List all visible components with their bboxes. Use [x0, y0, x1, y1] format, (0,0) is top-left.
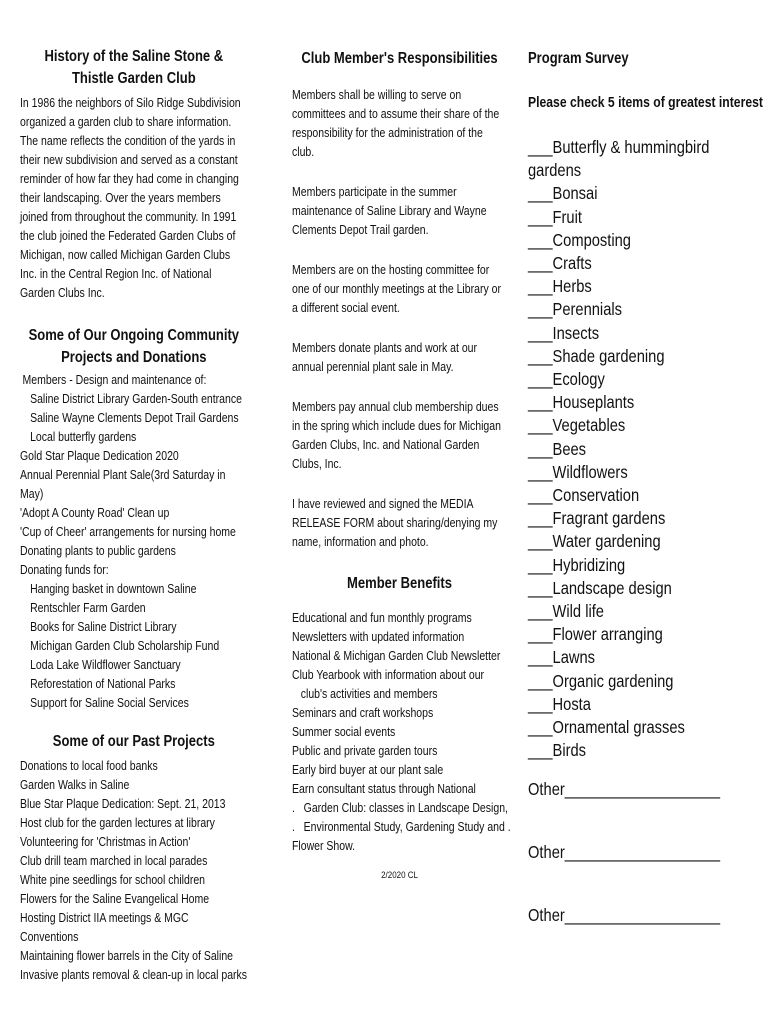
ongoing-item: 'Adopt A County Road' Clean up — [20, 506, 170, 520]
survey-option[interactable]: ___Composting — [528, 229, 631, 250]
responsibility-paragraph: Members are on the hosting committee for one of our monthly meetings at the Library or a different social event. — [292, 263, 501, 315]
ongoing-item: Local butterfly gardens — [30, 430, 137, 444]
survey-option[interactable]: ___Lawns — [528, 647, 596, 668]
past-project-item: Volunteering for 'Christmas in Action' — [20, 835, 191, 849]
survey-option[interactable]: ___Hosta — [528, 693, 591, 714]
ongoing-item: Michigan Garden Club Scholarship Fund — [30, 639, 220, 653]
benefits-title: Member Benefits — [347, 575, 452, 592]
survey-option[interactable]: ___Fruit — [528, 206, 582, 227]
survey-instruction: Please check 5 items of greatest interest — [528, 95, 763, 111]
survey-option[interactable]: ___Ecology — [528, 369, 605, 390]
past-list — [20, 757, 248, 985]
ongoing-item: Saline Wayne Clements Depot Trail Gardens — [30, 411, 239, 425]
survey-option[interactable]: ___Insects — [528, 322, 600, 343]
survey-option[interactable]: ___Landscape design — [528, 577, 672, 598]
date-note: 2/2020 CL — [381, 870, 418, 881]
responsibilities-title: Club Member's Responsibilities — [301, 50, 498, 67]
survey-title: Program Survey — [528, 50, 629, 67]
column-survey — [528, 48, 764, 967]
past-project-item: Club drill team marched in local parades — [20, 854, 208, 868]
benefit-item: . Garden Club: classes in Landscape Design, — [292, 801, 508, 815]
survey-option[interactable]: ___Butterfly & hummingbird gardens — [528, 137, 710, 181]
history-title: History of the Saline Stone & Thistle Garden Club — [44, 48, 224, 87]
survey-option[interactable]: ___Houseplants — [528, 392, 635, 413]
responsibility-paragraph: Members donate plants and work at our annual perennial plant sale in May. — [292, 341, 478, 374]
past-project-item: Garden Walks in Saline — [20, 778, 130, 792]
responsibility-paragraph: Members shall be willing to serve on committees and to assume their share of the responsibility for the administration of the club. — [292, 88, 500, 159]
benefit-item: Earn consultant status through National — [292, 782, 476, 796]
past-project-item: Blue Star Plaque Dedication: Sept. 21, 2013 — [20, 797, 226, 811]
survey-option[interactable]: ___Wild life — [528, 601, 604, 622]
ongoing-item: Hanging basket in downtown Saline — [30, 582, 197, 596]
ongoing-item: Donating funds for: — [20, 563, 109, 577]
benefit-item: Public and private garden tours — [292, 744, 438, 758]
ongoing-item: Rentschler Farm Garden — [30, 601, 146, 615]
benefit-item: Seminars and craft workshops — [292, 706, 434, 720]
column-history — [20, 46, 248, 985]
survey-option[interactable]: ___Hybridizing — [528, 554, 626, 575]
benefit-item: Club Yearbook with information about our — [292, 668, 485, 682]
survey-option[interactable]: ___Bees — [528, 438, 587, 459]
responsibility-paragraph: Members pay annual club membership dues in the spring which include dues for Michigan Garden Clubs, Inc. and National Garden Clubs, Inc. — [292, 400, 501, 471]
other-list[interactable] — [528, 778, 764, 927]
ongoing-title: Some of Our Ongoing Community Projects and Donations — [28, 327, 240, 366]
survey-option[interactable]: ___Crafts — [528, 253, 592, 274]
responsibilities-list — [292, 86, 507, 552]
ongoing-item: Donating plants to public gardens — [20, 544, 176, 558]
past-project-item: Maintaining flower barrels in the City of Saline — [20, 949, 234, 963]
survey-option[interactable]: ___Vegetables — [528, 415, 626, 436]
survey-option[interactable]: ___Wildflowers — [528, 461, 628, 482]
past-project-item: White pine seedlings for school children — [20, 873, 206, 887]
survey-option[interactable]: ___Ornamental grasses — [528, 717, 685, 738]
past-project-item: Host club for the garden lectures at library — [20, 816, 215, 830]
ongoing-item: Loda Lake Wildflower Sanctuary — [30, 658, 181, 672]
survey-option[interactable]: ___Perennials — [528, 299, 622, 320]
benefit-item: Summer social events — [292, 725, 396, 739]
survey-option[interactable]: ___Fragrant gardens — [528, 508, 666, 529]
other-entry[interactable]: Other___________________ — [528, 905, 721, 926]
other-entry[interactable]: Other___________________ — [528, 779, 721, 800]
benefit-item: club's activities and members — [292, 687, 438, 701]
survey-option[interactable]: ___Herbs — [528, 276, 592, 297]
survey-option[interactable]: ___Organic gardening — [528, 670, 674, 691]
responsibility-paragraph: I have reviewed and signed the MEDIA RELEASE FORM about sharing/denying my name, information and photo. — [292, 497, 498, 549]
survey-option[interactable]: ___Bonsai — [528, 183, 598, 204]
ongoing-item: Annual Perennial Plant Sale(3rd Saturday in May) — [20, 468, 226, 501]
benefit-item: National & Michigan Garden Club Newsletter — [292, 649, 501, 663]
other-entry[interactable]: Other___________________ — [528, 842, 721, 863]
ongoing-item: 'Cup of Cheer' arrangements for nursing home — [20, 525, 236, 539]
benefit-item: Early bird buyer at our plant sale — [292, 763, 444, 777]
column-responsibilities — [292, 48, 511, 881]
history-body: In 1986 the neighbors of Silo Ridge Subdivision organized a garden club to share information. The name reflects the condition of the yards in their new subdivision and served as a constant reminder of how far they had come in changing their landscaping. Over the years members joined from throughout the community. In 1991 the club joined the Federated Garden Clubs of Michigan, now called Michigan Garden Clubs Inc. in the Central Region Inc. of National Garden Clubs Inc. — [20, 96, 241, 300]
ongoing-item: Reforestation of National Parks — [30, 677, 176, 691]
survey-option[interactable]: ___Conservation — [528, 485, 640, 506]
ongoing-item: Support for Saline Social Services — [30, 696, 189, 710]
benefits-list — [292, 609, 511, 856]
benefit-item: Educational and fun monthly programs — [292, 611, 472, 625]
benefit-item: Newsletters with updated information — [292, 630, 465, 644]
survey-option[interactable]: ___Flower arranging — [528, 624, 663, 645]
past-project-item: Invasive plants removal & clean-up in local parks — [20, 968, 248, 982]
ongoing-item: Members - Design and maintenance of: — [22, 373, 207, 387]
benefit-item: . Environmental Study, Gardening Study and . — [292, 820, 511, 834]
ongoing-item: Saline District Library Garden-South entrance — [30, 392, 242, 406]
ongoing-list — [20, 371, 248, 713]
past-title: Some of our Past Projects — [52, 733, 215, 750]
survey-option[interactable]: ___Shade gardening — [528, 345, 665, 366]
past-project-item: Flowers for the Saline Evangelical Home — [20, 892, 210, 906]
past-project-item: Hosting District IIA meetings & MGC Conventions — [20, 911, 189, 944]
past-project-item: Donations to local food banks — [20, 759, 158, 773]
survey-list[interactable] — [528, 136, 764, 762]
ongoing-item: Gold Star Plaque Dedication 2020 — [20, 449, 179, 463]
responsibility-paragraph: Members participate in the summer maintenance of Saline Library and Wayne Clements Depot Trail garden. — [292, 185, 487, 237]
benefit-item: Flower Show. — [292, 839, 356, 853]
survey-option[interactable]: ___Water gardening — [528, 531, 661, 552]
ongoing-item: Books for Saline District Library — [30, 620, 177, 634]
survey-option[interactable]: ___Birds — [528, 740, 587, 761]
